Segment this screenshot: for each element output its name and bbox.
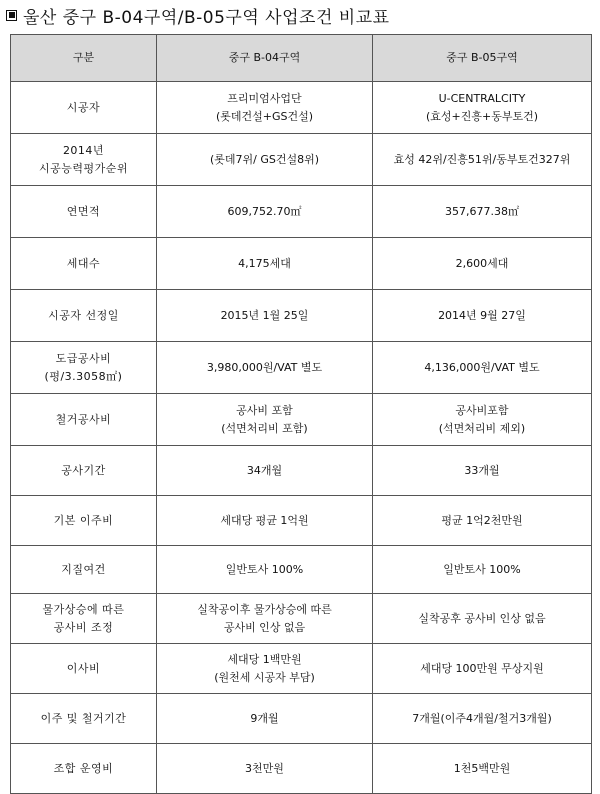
cell-text-line: 공사비 포함: [236, 403, 293, 417]
b04-value-cell: [157, 342, 373, 394]
comparison-table: [10, 34, 592, 794]
table-row: [11, 134, 592, 186]
b04-value-cell: [157, 82, 373, 134]
row-label-cell: [11, 446, 157, 496]
cell-text-line: 일반토사 100%: [225, 562, 304, 576]
cell-text-line: 34개월: [246, 463, 283, 477]
document-title: [6, 4, 390, 26]
cell-text-line: 프리미엄사업단: [227, 91, 302, 105]
cell-text-line: 철거공사비: [55, 412, 112, 426]
b05-value-cell: [373, 134, 592, 186]
cell-text-line: 실착공후 공사비 인상 없음: [418, 611, 546, 625]
cell-text-line: 시공자: [66, 100, 101, 114]
cell-text-line: (석면처리비 포함): [221, 421, 308, 435]
row-label-cell: [11, 694, 157, 744]
cell-text-line: 지질여건: [61, 562, 106, 576]
table-row: [11, 546, 592, 594]
b05-value-cell: [373, 594, 592, 644]
cell-text-line: 357,677.38㎡: [445, 204, 519, 218]
cell-text-line: 1천5백만원: [453, 761, 511, 775]
cell-text-line: 실착공이후 물가상승에 따른: [197, 602, 332, 616]
cell-text-line: 평균 1억2천만원: [441, 513, 523, 527]
cell-text-line: 공사비 조정: [53, 620, 114, 634]
cell-text-line: 세대당 100만원 무상지원: [420, 661, 544, 675]
table-row: [11, 186, 592, 238]
b04-value-cell: [157, 744, 373, 794]
cell-text-line: 2014년: [62, 143, 105, 157]
cell-text-line: 세대당 1백만원: [227, 652, 302, 666]
b04-value-cell: [157, 694, 373, 744]
cell-text-line: 세대수: [66, 256, 101, 270]
b05-value-cell: [373, 496, 592, 546]
b04-value-cell: [157, 546, 373, 594]
cell-text-line: (롯데7위/ GS건설8위): [209, 152, 320, 166]
b04-value-cell: [157, 594, 373, 644]
table-row: [11, 446, 592, 496]
cell-text-line: 4,136,000원/VAT 별도: [424, 360, 540, 374]
row-label-cell: [11, 496, 157, 546]
cell-text-line: 2,600세대: [455, 256, 509, 270]
cell-text-line: 9개월: [250, 711, 279, 725]
b05-value-cell: [373, 186, 592, 238]
row-label-cell: [11, 744, 157, 794]
table-row: [11, 744, 592, 794]
cell-text-line: U-CENTRALCITY: [438, 91, 526, 105]
row-label-cell: [11, 290, 157, 342]
b05-value-cell: [373, 644, 592, 694]
cell-text-line: 이사비: [66, 661, 101, 675]
cell-text-line: 33개월: [464, 463, 500, 477]
b05-value-cell: [373, 238, 592, 290]
b04-value-cell: [157, 394, 373, 446]
row-label-cell: [11, 644, 157, 694]
cell-text-line: 도급공사비: [55, 351, 112, 365]
table-row: [11, 694, 592, 744]
row-label-cell: [11, 82, 157, 134]
b04-value-cell: [157, 134, 373, 186]
header-category: 구분: [11, 35, 157, 82]
cell-text-line: 공사비포함: [455, 403, 509, 417]
b04-value-cell: [157, 446, 373, 496]
cell-text-line: 시공자 선정일: [48, 308, 119, 322]
table-row: [11, 394, 592, 446]
table-row: [11, 82, 592, 134]
b05-value-cell: [373, 394, 592, 446]
cell-text-line: 일반토사 100%: [443, 562, 521, 576]
row-label-cell: [11, 546, 157, 594]
b05-value-cell: [373, 694, 592, 744]
cell-text-line: (평/3.3058㎡): [44, 369, 123, 383]
b04-value-cell: [157, 238, 373, 290]
cell-text-line: 이주 및 철거기간: [40, 711, 127, 725]
table-row: [11, 594, 592, 644]
b05-value-cell: [373, 342, 592, 394]
row-label-cell: [11, 394, 157, 446]
row-label-cell: [11, 342, 157, 394]
cell-text-line: (석면처리비 제외): [438, 421, 526, 435]
document-title-text: 울산 중구 B-04구역/B-05구역 사업조건 비교표: [23, 7, 390, 28]
table-header-row: [11, 35, 592, 82]
cell-text-line: 2014년 9월 27일: [438, 308, 526, 322]
cell-text-line: 3천만원: [245, 761, 284, 775]
header-b05: 중구 B-05구역: [373, 35, 592, 82]
cell-text-line: (원천세 시공자 부담): [214, 670, 315, 684]
cell-text-line: 물가상승에 따른: [42, 602, 125, 616]
cell-text-line: 2015년 1월 25일: [220, 308, 309, 322]
cell-text-line: (효성+진흥+동부토건): [425, 109, 539, 123]
row-label-cell: [11, 238, 157, 290]
table-row: [11, 290, 592, 342]
header-b04: 중구 B-04구역: [157, 35, 373, 82]
cell-text-line: 연면적: [66, 204, 101, 218]
cell-text-line: 조합 운영비: [53, 761, 114, 775]
b05-value-cell: [373, 82, 592, 134]
cell-text-line: (롯데건설+GS건설): [215, 109, 314, 123]
cell-text-line: 4,175세대: [238, 256, 291, 270]
cell-text-line: 공사비 인상 없음: [223, 620, 306, 634]
cell-text-line: 시공능력평가순위: [38, 161, 128, 175]
square-bullet-icon: [6, 10, 17, 21]
cell-text-line: 609,752.70㎡: [227, 204, 302, 218]
cell-text-line: 세대당 평균 1억원: [220, 513, 309, 527]
b04-value-cell: [157, 290, 373, 342]
b05-value-cell: [373, 290, 592, 342]
table-row: [11, 342, 592, 394]
cell-text-line: 기본 이주비: [53, 513, 114, 527]
cell-text-line: 7개월(이주4개월/철거3개월): [412, 711, 552, 725]
b04-value-cell: [157, 186, 373, 238]
cell-text-line: 공사기간: [61, 463, 106, 477]
cell-text-line: 효성 42위/진흥51위/동부토건327위: [393, 152, 571, 166]
table-row: [11, 238, 592, 290]
table-row: [11, 644, 592, 694]
b05-value-cell: [373, 546, 592, 594]
cell-text-line: 3,980,000원/VAT 별도: [206, 360, 323, 374]
b05-value-cell: [373, 446, 592, 496]
b05-value-cell: [373, 744, 592, 794]
b04-value-cell: [157, 644, 373, 694]
b04-value-cell: [157, 496, 373, 546]
table-row: [11, 496, 592, 546]
row-label-cell: [11, 594, 157, 644]
row-label-cell: [11, 134, 157, 186]
row-label-cell: [11, 186, 157, 238]
